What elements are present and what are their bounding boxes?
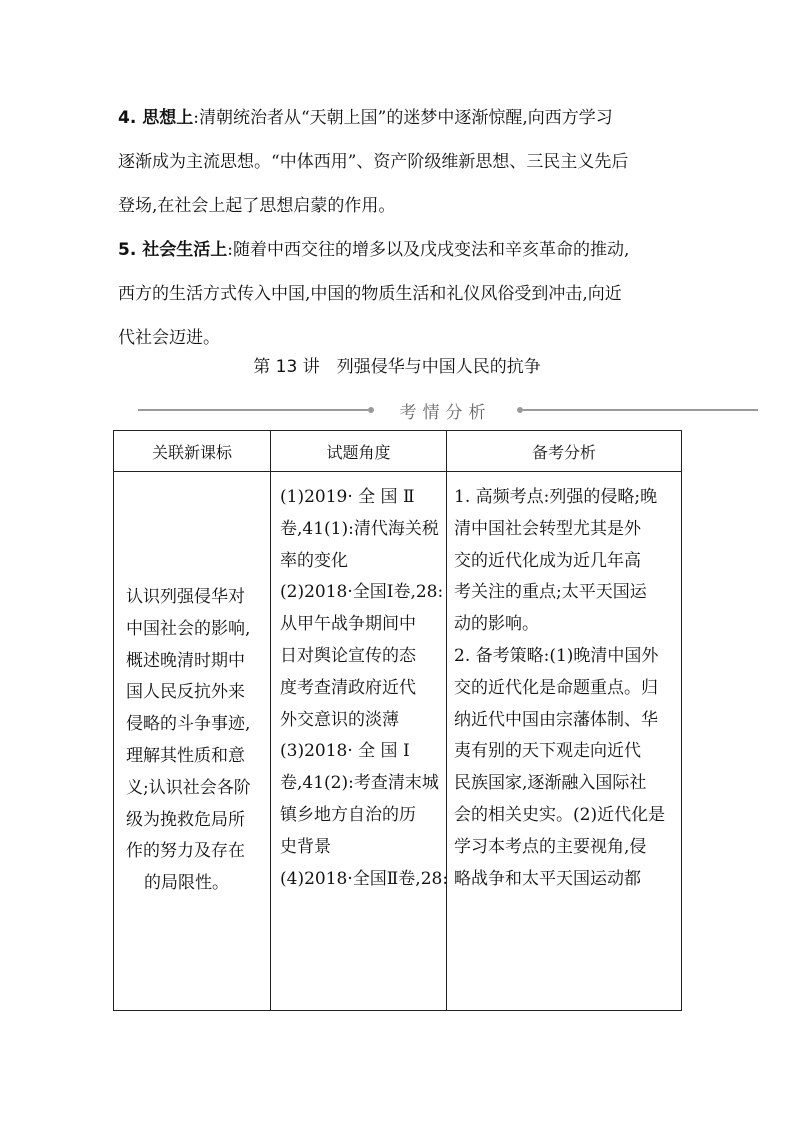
curriculum-line: 侵略的斗争事迹, bbox=[126, 714, 251, 735]
prep-analysis-line: 会的相关史实。(2)近代化是 bbox=[454, 804, 666, 825]
question-angle-cell bbox=[271, 472, 447, 1011]
section-4-line-1-rest: :清朝统治者从“天朝上国”的迷梦中逐渐惊醒,向西方学习 bbox=[193, 108, 613, 128]
prep-analysis-line: 略战争和太平天国运动都 bbox=[454, 868, 641, 889]
prep-analysis-line: 2. 备考策略:(1)晚清中国外 bbox=[454, 645, 659, 666]
table-row bbox=[114, 472, 682, 1011]
curriculum-line: 理解其性质和意 bbox=[126, 746, 245, 766]
section-5-social-life bbox=[118, 228, 678, 360]
header-question-angle: 试题角度 bbox=[271, 431, 447, 472]
curriculum-line: 作的努力及存在 bbox=[126, 841, 245, 862]
section-4-label: 4. 思想上 bbox=[118, 108, 194, 128]
prep-analysis-line: 交的近代化成为近几年高 bbox=[454, 550, 641, 571]
section-4-thought bbox=[118, 96, 678, 228]
prep-analysis-line: 纳近代中国由宗藩体制、华 bbox=[454, 709, 658, 730]
section-5-label: 5. 社会生活上 bbox=[118, 240, 228, 260]
curriculum-line: 义;认识社会各阶 bbox=[126, 777, 251, 798]
lecture-title: 第 13 讲 列强侵华与中国人民的抗争 bbox=[253, 357, 541, 377]
banner-rule-right bbox=[523, 409, 758, 411]
question-angle-line: 外交意识的淡薄 bbox=[280, 709, 399, 730]
section-5-line: 代社会迈进。 bbox=[118, 328, 220, 348]
exam-analysis-table bbox=[113, 430, 682, 1011]
curriculum-line: 的局限性。 bbox=[144, 873, 229, 894]
section-5-line bbox=[118, 228, 678, 272]
prep-analysis-line: 民族国家,逐渐融入国际社 bbox=[454, 773, 647, 794]
prep-analysis-line: 清中国社会转型尤其是外 bbox=[454, 518, 641, 539]
prep-analysis-line: 动的影响。 bbox=[454, 614, 539, 635]
table-header-row bbox=[114, 431, 682, 472]
curriculum-cell bbox=[114, 472, 271, 1011]
question-angle-line: (1)2019· 全 国 Ⅱ bbox=[280, 487, 415, 507]
prep-analysis-cell bbox=[447, 472, 682, 1011]
prep-analysis-line: 夷有别的天下观走向近代 bbox=[454, 741, 641, 762]
curriculum-line: 中国社会的影响, bbox=[126, 618, 251, 639]
question-angle-line: 史背景 bbox=[280, 836, 331, 857]
prep-analysis-line: 交的近代化是命题重点。归 bbox=[454, 677, 658, 698]
prep-analysis-line: 学习本考点的主要视角,侵 bbox=[454, 836, 647, 857]
banner-rule-left bbox=[138, 409, 368, 411]
section-5-line-1-rest: :随着中西交往的增多以及戊戌变法和辛亥革命的推动, bbox=[227, 240, 630, 260]
question-angle-line: 卷,41(2):考查清末城 bbox=[280, 773, 439, 794]
curriculum-line: 级为挽救危局所 bbox=[126, 809, 245, 830]
question-angle-line: (3)2018· 全 国 Ⅰ bbox=[280, 741, 410, 762]
question-angle-line: 日对舆论宣传的态 bbox=[280, 645, 416, 666]
header-prep-analysis: 备考分析 bbox=[447, 431, 682, 472]
prep-analysis-line: 1. 高频考点:列强的侵略;晚 bbox=[454, 487, 658, 507]
question-angle-line: 镇乡地方自治的历 bbox=[280, 804, 416, 825]
section-4-line: 逐渐成为主流思想。“中体西用”、资产阶级维新思想、三民主义先后 bbox=[118, 152, 629, 172]
curriculum-line: 认识列强侵华对 bbox=[126, 587, 245, 608]
question-angle-line: 率的变化 bbox=[280, 550, 348, 571]
question-angle-line: 卷,41(1):清代海关税 bbox=[280, 518, 439, 539]
question-angle-line: 从甲午战争期间中 bbox=[280, 614, 416, 635]
question-angle-line: 度考查清政府近代 bbox=[280, 677, 416, 698]
prep-analysis-line: 考关注的重点;太平天国运 bbox=[454, 582, 647, 603]
exam-analysis-banner bbox=[138, 398, 758, 422]
section-5-line: 西方的生活方式传入中国,中国的物质生活和礼仪风俗受到冲击,向近 bbox=[118, 284, 622, 304]
curriculum-line: 概述晚清时期中 bbox=[126, 650, 245, 671]
curriculum-line: 国人民反抗外来 bbox=[126, 682, 245, 703]
section-4-line: 登场,在社会上起了思想启蒙的作用。 bbox=[118, 196, 396, 216]
header-curriculum: 关联新课标 bbox=[114, 431, 271, 472]
section-4-line bbox=[118, 96, 678, 140]
question-angle-line: (2)2018·全国Ⅰ卷,28: bbox=[280, 582, 444, 603]
question-angle-line: (4)2018·全国Ⅱ卷,28: bbox=[280, 868, 449, 889]
banner-text: 考情分析 bbox=[399, 403, 492, 423]
